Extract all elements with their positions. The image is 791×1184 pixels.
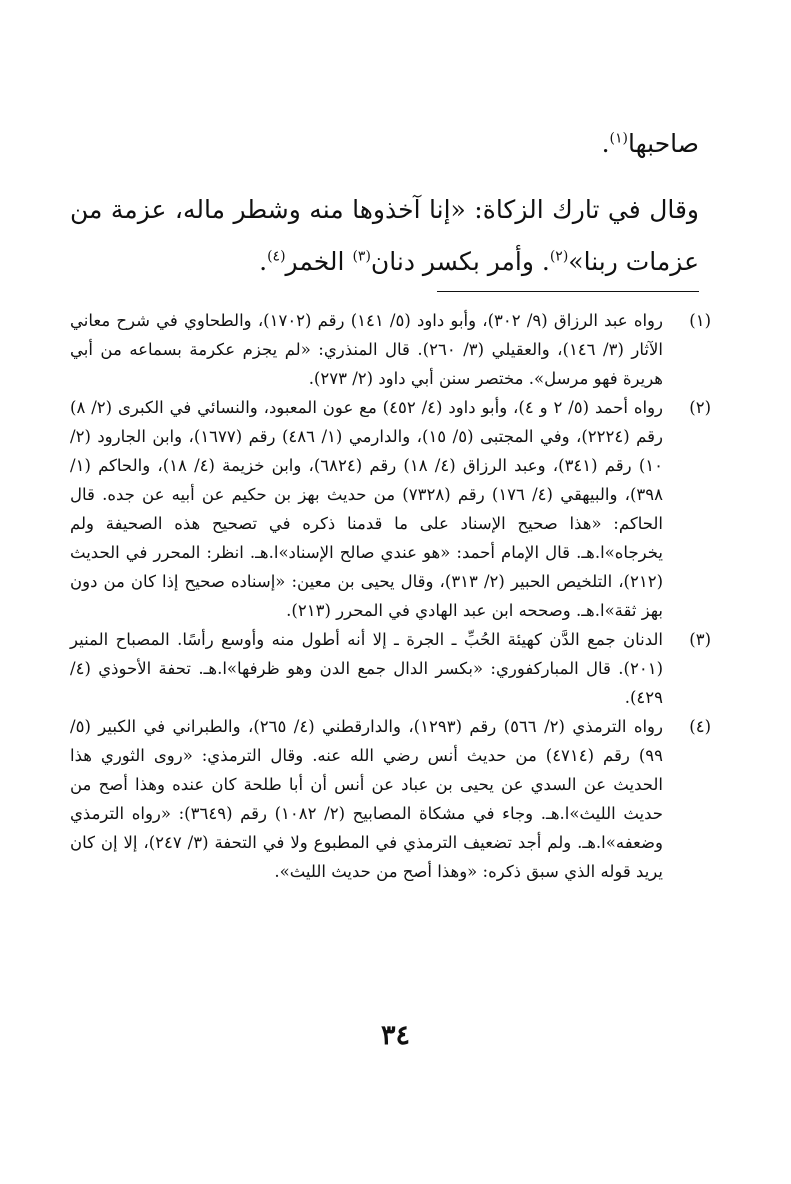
footnote-ref-1: (١) (609, 130, 629, 147)
main-paragraph-1-tail: . (601, 129, 610, 158)
footnote-2 (70, 393, 711, 625)
main-paragraph-1 (70, 118, 699, 170)
footnote-1 (70, 306, 711, 393)
footnote-4 (70, 712, 711, 886)
main-paragraph-2-part-3: الخمر (285, 247, 353, 276)
footnote-number: (٣) (689, 630, 711, 649)
footnote-number: (١) (689, 311, 711, 330)
page-number: ٣٤ (380, 1020, 410, 1051)
footnote-number: (٤) (689, 717, 711, 736)
footnote-text: الدنان جمع الدَّن كهيئة الحُبِّ ـ الجرة ـ إلا أنه أطول منه وأوسع رأسًا. المصباح المنير (٢٠١). قال المباركفوري: «بكسر الدال جمع الدن وهو ظرفها»ا.هـ. تحفة الأحوذي (٤/ ٤٢٩). (70, 630, 663, 707)
paragraph-gap (70, 170, 699, 184)
footnotes (70, 306, 711, 886)
footnote-separator (437, 291, 699, 292)
footnote-number: (٢) (689, 398, 711, 417)
footnote-text: رواه عبد الرزاق (٩/ ٣٠٢)، وأبو داود (٥/ ١٤١) رقم (١٧٠٢)، والطحاوي في شرح معاني الآثار (٣/ ١٤٦)، والعقيلي (٣/ ٢٦٠). قال المنذري: «لم يجزم عكرمة بسماعه من أبي هريرة فهو مرسل». مختصر سنن أبي داود (٢/ ٢٧٣). (70, 311, 663, 388)
main-text (70, 118, 699, 288)
main-paragraph-2-part-4: . (259, 247, 268, 276)
footnote-ref-4: (٤) (267, 248, 286, 265)
footnote-ref-2: (٢) (549, 248, 569, 265)
footnote-ref-3: (٣) (352, 248, 371, 265)
main-paragraph-1-text: صاحبها (628, 129, 699, 158)
main-paragraph-2-part-2: . وأمر بكسر دنان (370, 247, 550, 276)
footnote-3 (70, 625, 711, 712)
footnote-text: رواه أحمد (٥/ ٢ و ٤)، وأبو داود (٤/ ٤٥٢) مع عون المعبود، والنسائي في الكبرى (٢/ ٨) رقم (٢٢٢٤)، وفي المجتبى (٥/ ١٥)، والدارمي (١/ ٤٨٦) رقم (١٦٧٧)، وابن الجارود (٢/ ١٠) رقم (٣٤١)، وعبد الرزاق (٤/ ١٨) رقم (٦٨٢٤)، وابن خزيمة (٤/ ١٨)، والحاكم (١/ ٣٩٨)، والبيهقي (٤/ ١٧٦) رقم (٧٣٢٨) من حديث بهز بن حكيم عن أبيه عن جده. قال الحاكم: «هذا صحيح الإسناد على ما قدمنا ذكره في تصحيح هذه الصحيفة ولم يخرجاه»ا.هـ. قال الإمام أحمد: «هو عندي صالح الإسناد»ا.هـ. انظر: المحرر في الحديث (٢١٢)، التلخيص الحبير (٢/ ٣١٣)، وقال يحيى بن معين: «إسناده صحيح إذا كان من دون بهز ثقة»ا.هـ. وصححه ابن عبد الهادي في المحرر (٢١٣). (70, 398, 664, 620)
main-paragraph-2 (70, 184, 699, 288)
footnote-text: رواه الترمذي (٢/ ٥٦٦) رقم (١٢٩٣)، والدارقطني (٤/ ٢٦٥)، والطبراني في الكبير (٥/ ٩٩) رقم (٤٧١٤) من حديث أنس رضي الله عنه. وقال الترمذي: «روى الثوري هذا الحديث عن السدي عن يحيى بن عباد عن أنس أن أبا طلحة كان عنده وهذا أصح من حديث الليث»ا.هـ. وجاء في مشكاة المصابيح (٢/ ١٠٨٢) رقم (٣٦٤٩): «رواه الترمذي وضعفه»ا.هـ. ولم أجد تضعيف الترمذي في المطبوع ولا في التحفة (٣/ ٢٤٧)، إلا إن كان يريد قوله الذي سبق ذكره: «وهذا أصح من حديث الليث». (70, 717, 664, 881)
main-paragraph-2-part-1: وقال في تارك الزكاة: «إنا آخذوها منه وشطر ماله، عزمة من عزمات ربنا» (70, 195, 699, 276)
